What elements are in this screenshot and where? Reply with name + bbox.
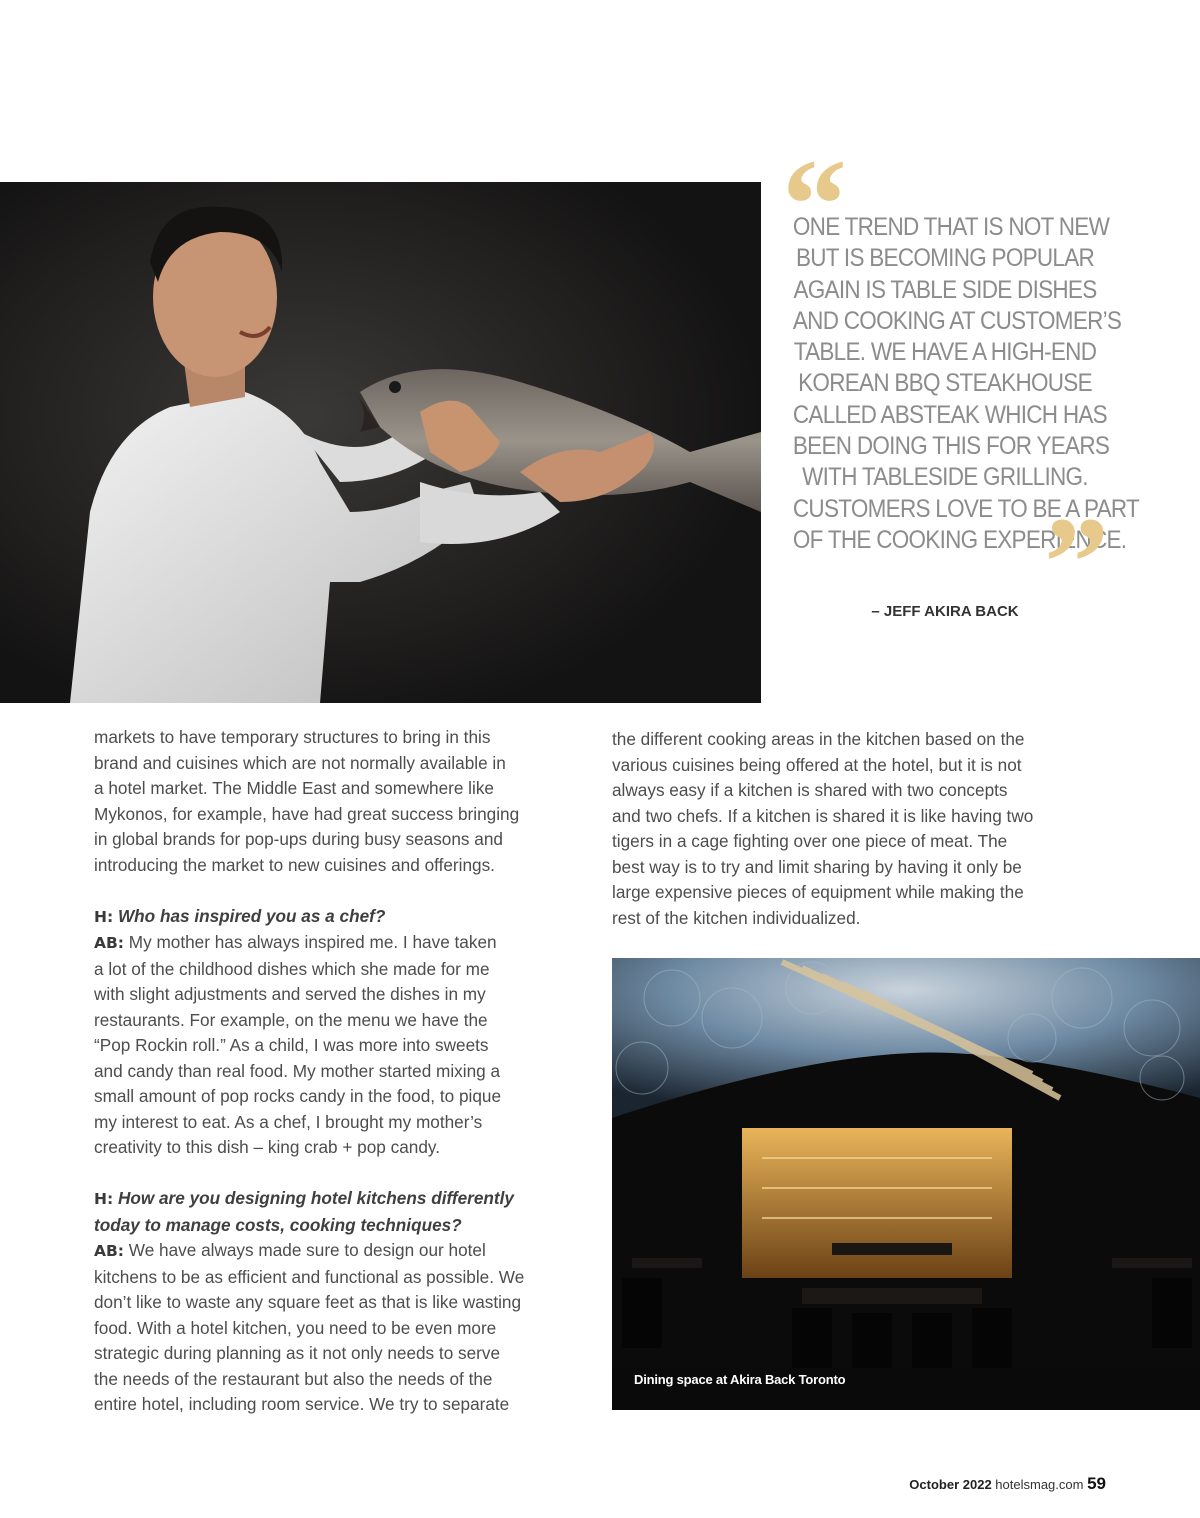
question-label: H: xyxy=(94,907,114,926)
answer-label: AB: xyxy=(94,1242,125,1260)
question-text: today to manage costs, cooking techniques? xyxy=(94,1214,462,1235)
pull-quote-line: BEEN DOING THIS FOR YEARS xyxy=(792,432,1110,461)
body-line: and candy than real food. My mother started mixing a xyxy=(94,1060,501,1081)
open-quote-mark: “ xyxy=(782,133,847,277)
quote-attribution: – JEFF AKIRA BACK xyxy=(871,603,1019,620)
body-line: entire hotel, including room service. We try to separate xyxy=(94,1394,510,1414)
body-line: kitchens to be as efficient and functional as possible. We xyxy=(94,1266,525,1287)
answer-2 xyxy=(94,1238,594,1265)
body-line: various cuisines being offered at the hotel, but it is not xyxy=(612,754,1022,775)
question-2 xyxy=(94,1186,594,1213)
left-column xyxy=(94,725,594,1418)
question-2-cont xyxy=(94,1213,594,1239)
pull-quote-line: CUSTOMERS LOVE TO BE A PART xyxy=(792,494,1140,523)
pull-quote-line: TABLE. WE HAVE A HIGH-END xyxy=(793,338,1097,367)
answer-text: My mother has always inspired me. I have taken xyxy=(124,932,497,952)
page-footer xyxy=(909,1474,1106,1494)
question-1 xyxy=(94,904,594,931)
body-line: and two chefs. If a kitchen is shared it is like having two xyxy=(612,805,1034,826)
question-text: Who has inspired you as a chef? xyxy=(113,905,386,926)
body-line: a lot of the childhood dishes which she made for me xyxy=(94,958,490,979)
pull-quote-line: AND COOKING AT CUSTOMER’S xyxy=(792,306,1122,335)
answer-text: We have always made sure to design our hotel xyxy=(124,1240,486,1260)
body-line: the needs of the restaurant but also the needs of the xyxy=(94,1368,493,1389)
body-line: with slight adjustments and served the dishes in my xyxy=(94,984,486,1004)
question-label: H: xyxy=(94,1190,114,1208)
body-line: my interest to eat. As a chef, I brought my mother’s xyxy=(94,1111,483,1132)
pull-quote-line: OF THE COOKING EXPERIENCE. xyxy=(792,525,1127,554)
body-line: tigers in a cage fighting over one piece of meat. The xyxy=(612,831,1008,851)
body-line: always easy if a kitchen is shared with two concepts xyxy=(612,780,1008,800)
answer-label: AB: xyxy=(94,934,125,952)
restaurant-dining-photo xyxy=(612,958,1200,1410)
body-line: the different cooking areas in the kitchen based on the xyxy=(612,729,1025,749)
body-line: large expensive pieces of equipment while making the xyxy=(612,882,1024,902)
body-line: best way is to try and limit sharing by having it only be xyxy=(612,856,1022,877)
body-line: “Pop Rockin roll.” As a child, I was more into sweets xyxy=(94,1035,489,1055)
body-line: small amount of pop rocks candy in the food, to pique xyxy=(94,1086,502,1106)
body-line: food. With a hotel kitchen, you need to be even more xyxy=(94,1317,497,1338)
hero-photo-chef-with-fish xyxy=(0,182,761,703)
pull-quote-line: BUT IS BECOMING POPULAR xyxy=(795,244,1095,273)
body-line: don’t like to waste any square feet as that is like wasting xyxy=(94,1292,522,1312)
website: hotelsmag.com xyxy=(995,1477,1084,1492)
body-line: introducing the market to new cuisines and offerings. xyxy=(94,854,495,875)
photo-caption: Dining space at Akira Back Toronto xyxy=(634,1372,846,1387)
body-line: Mykonos, for example, have had great success bringing xyxy=(94,803,520,824)
pull-quote-line: WITH TABLESIDE GRILLING. xyxy=(802,463,1088,492)
right-column xyxy=(612,727,1112,931)
body-line: a hotel market. The Middle East and somewhere like xyxy=(94,778,494,798)
answer-1 xyxy=(94,930,594,957)
pull-quote-line: AGAIN IS TABLE SIDE DISHES xyxy=(793,275,1097,304)
body-line: brand and cuisines which are not normally available in xyxy=(94,752,506,773)
body-line: creativity to this dish – king crab + pop candy. xyxy=(94,1137,440,1157)
close-quote-mark: ” xyxy=(1044,491,1109,635)
body-line: rest of the kitchen individualized. xyxy=(612,907,861,928)
body-line: restaurants. For example, on the menu we have the xyxy=(94,1009,488,1030)
issue-date: October 2022 xyxy=(909,1477,992,1492)
body-line: in global brands for pop-ups during busy seasons and xyxy=(94,829,503,849)
pull-quote-line: CALLED ABSTEAK WHICH HAS xyxy=(792,400,1107,429)
page-number: 59 xyxy=(1087,1474,1106,1493)
pull-quote-line: ONE TREND THAT IS NOT NEW xyxy=(792,213,1110,241)
question-text: How are you designing hotel kitchens differently xyxy=(113,1188,514,1208)
body-line: markets to have temporary structures to bring in this xyxy=(94,727,491,747)
body-line: strategic during planning as it not only needs to serve xyxy=(94,1343,501,1363)
pull-quote-line: KOREAN BBQ STEAKHOUSE xyxy=(798,369,1092,398)
